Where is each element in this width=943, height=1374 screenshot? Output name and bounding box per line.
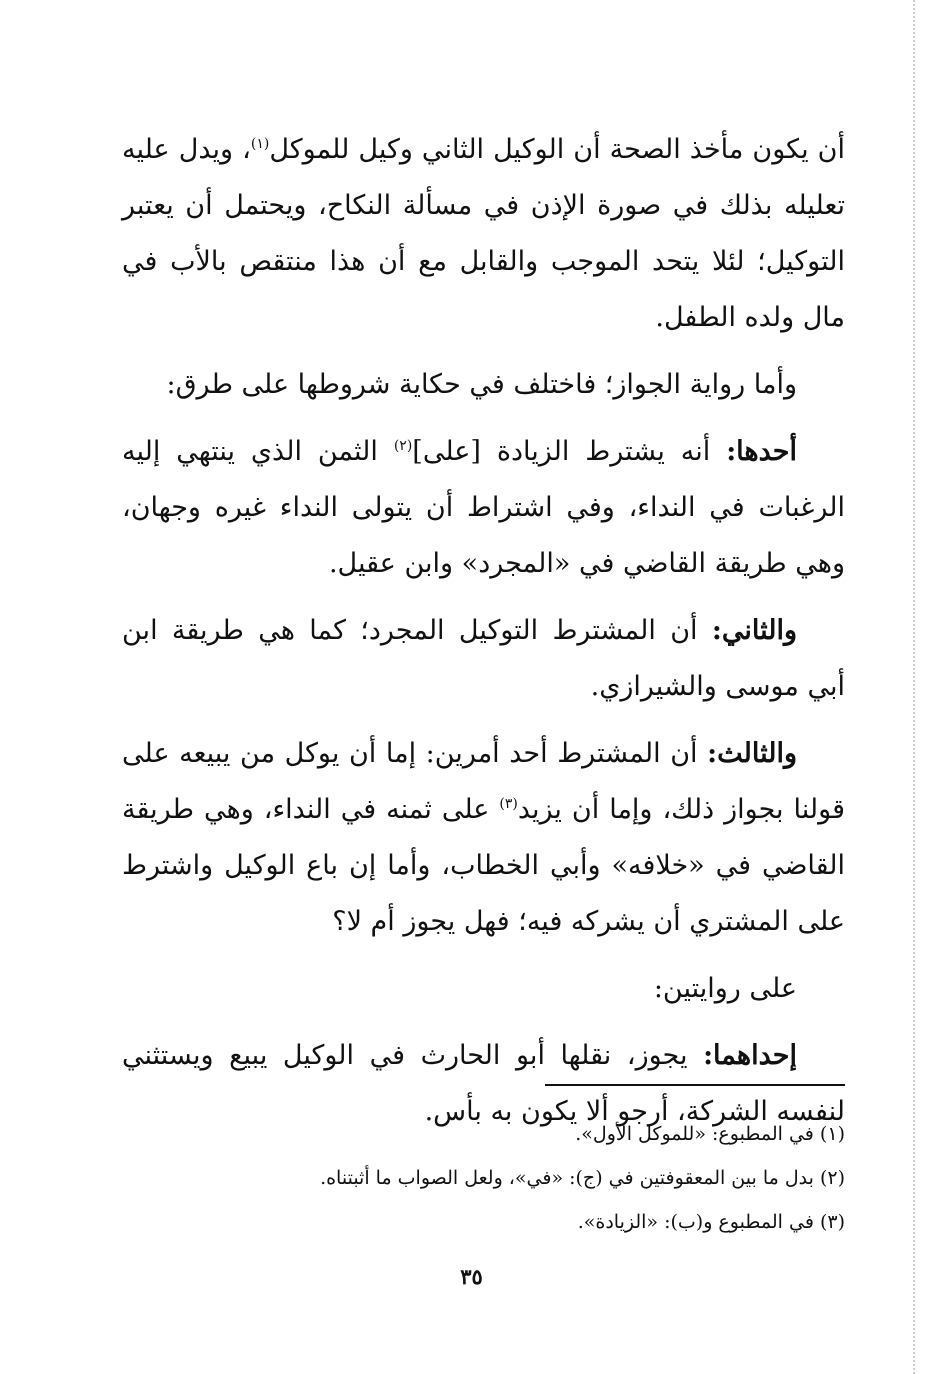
footnote-separator: [545, 1084, 845, 1086]
paragraph-text: ، ويدل عليه تعليله بذلك في صورة الإذن في مسألة النكاح، ويحتمل أن يعتبر التوكيل؛ لئلا يتحد الموجب والقابل مع أن هذا منتقص بالأب في مال ولده الطفل.: [122, 134, 845, 333]
paragraph: [122, 961, 845, 1017]
paragraph-lead-term: والثالث:: [707, 738, 797, 769]
paragraph-text: على ثمنه في النداء، وهي طريقة القاضي في «خلافه» وأبي الخطاب، وأما إن باع الوكيل واشترط على المشتري أن يشركه فيه؛ فهل يجوز أم لا؟: [122, 794, 845, 937]
page-edge-dots: [913, 0, 915, 1374]
paragraph-text: أن المشترط التوكيل المجرد؛ كما هي طريقة ابن أبي موسى والشيرازي.: [122, 615, 845, 702]
paragraph-text: أن يكون مأخذ الصحة أن الوكيل الثاني وكيل للموكل: [269, 134, 845, 165]
footnotes: [122, 1112, 845, 1244]
footnote-1: (١) في المطبوع: «للموكل الأول».: [575, 1123, 845, 1145]
paragraph-text: يجوز، نقلها أبو الحارث في الوكيل يبيع ويستثني لنفسه الشركة، أرجو ألا يكون به بأس.: [122, 1040, 845, 1127]
paragraph-text: الثمن الذي ينتهي إليه الرغبات في النداء، وفي اشتراط أن يتولى النداء غيره وجهان، وهي طريقة القاضي في «المجرد» وابن عقيل.: [122, 436, 845, 579]
footnote-marker: (١): [250, 136, 270, 152]
footnote-marker: (٢): [393, 438, 413, 454]
paragraph: [122, 424, 845, 592]
footnote-3: (٣) في المطبوع و(ب): «الزيادة».: [577, 1211, 845, 1233]
paragraph-text: أن المشترط أحد أمرين: إما أن يوكل من يبيعه على قولنا بجواز ذلك، وإما أن يزيد: [122, 738, 846, 825]
paragraph: [122, 726, 845, 950]
page-number: ٣٥: [460, 1264, 483, 1289]
main-text: [122, 122, 845, 1151]
paragraph: [122, 357, 845, 413]
paragraph-lead-term: إحداهما:: [703, 1040, 797, 1071]
footnote-marker: (٣): [499, 796, 518, 812]
paragraph-lead-term: أحدها:: [726, 436, 797, 467]
paragraph-text: على روايتين:: [653, 973, 797, 1004]
paragraph: [122, 122, 845, 346]
paragraph-text: وأما رواية الجواز؛ فاختلف في حكاية شروطها على طرق:: [166, 369, 797, 400]
paragraph-text: أنه يشترط الزيادة [على]: [412, 436, 727, 467]
paragraph: [122, 603, 845, 715]
footnote-2: (٢) بدل ما بين المعقوفتين في (ج): «في»، ولعل الصواب ما أثبتناه.: [320, 1167, 845, 1189]
paragraph-lead-term: والثاني:: [711, 615, 797, 646]
